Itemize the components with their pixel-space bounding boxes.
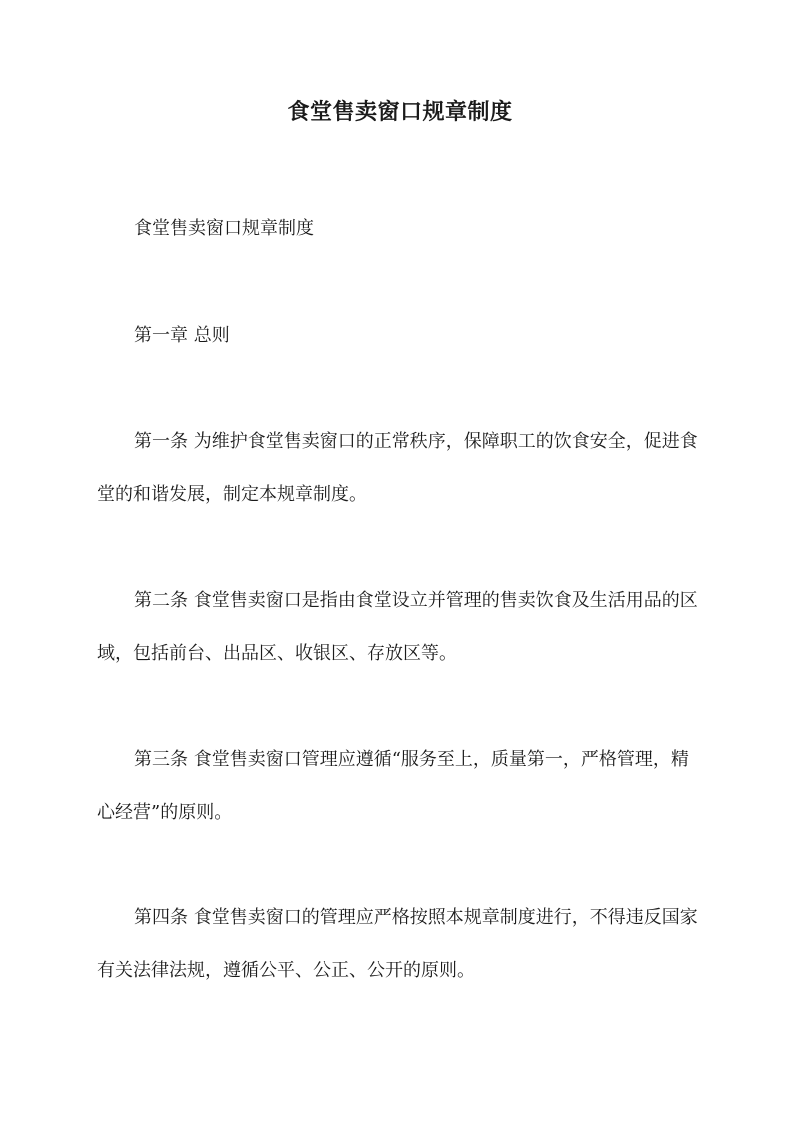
article-paragraph: 第三条 食堂售卖窗口管理应遵循“服务至上，质量第一，严格管理，精心经营”的原则。: [97, 749, 689, 823]
document-subtitle: 食堂售卖窗口规章制度: [134, 218, 314, 239]
chapter-heading: 第一章 总则: [134, 325, 230, 346]
article-paragraph: 第一条 为维护食堂售卖窗口的正常秩序，保障职工的饮食安全，促进食堂的和谐发展，制定本规章制度。: [97, 431, 698, 505]
document-title: 食堂售卖窗口规章制度: [287, 99, 513, 125]
article-paragraph: 第四条 食堂售卖窗口的管理应严格按照本规章制度进行，不得违反国家有关法律法规，遵循公平、公正、公开的原则。: [97, 907, 698, 981]
article-paragraph: 第二条 食堂售卖窗口是指由食堂设立并管理的售卖饮食及生活用品的区域，包括前台、出品区、收银区、存放区等。: [97, 590, 698, 664]
